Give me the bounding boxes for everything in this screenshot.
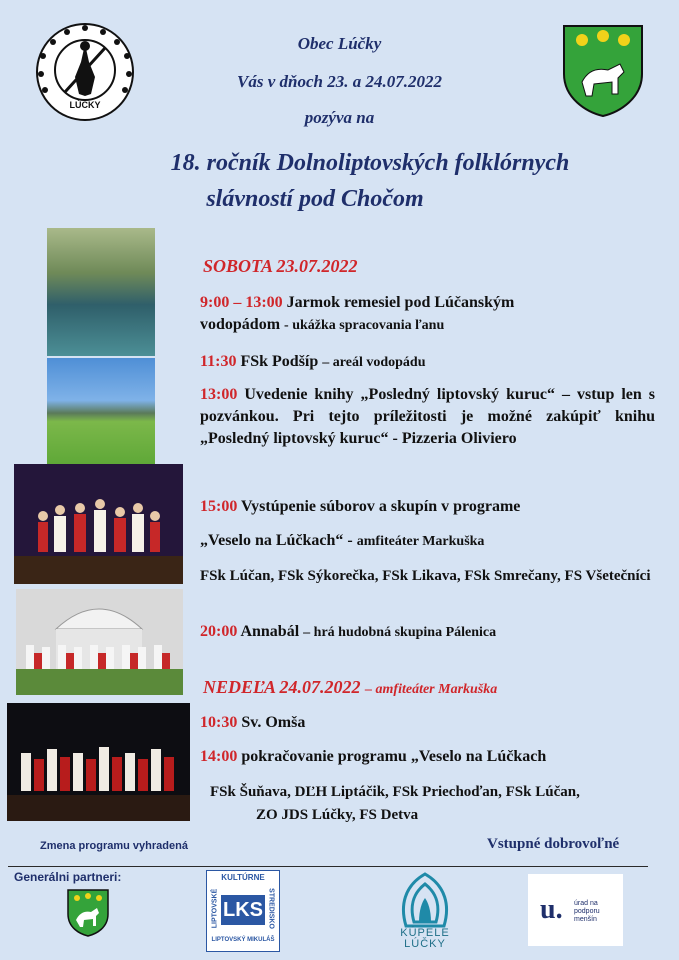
partner-kupele-logo — [392, 872, 458, 952]
program-text: Jarmok remesiel pod Lúčanským — [286, 294, 515, 311]
lks-letters: LKS — [221, 895, 265, 925]
program-text: FSk Lúčan, FSk Sýkorečka, FSk Likava, FSk Smrečany, FS Všetečníci — [200, 568, 651, 584]
seal-text: LÚČKY — [69, 100, 101, 110]
program-note: amfiteáter Markuška — [356, 534, 485, 549]
lks-top-text: KULTÚRNE — [221, 873, 265, 882]
folk-dancers-stage-photo — [14, 464, 183, 584]
saturday-heading: SOBOTA 23.07.2022 — [203, 256, 358, 276]
program-note: - ukážka spracovania ľanu — [284, 318, 445, 333]
program-time: 15:00 — [200, 498, 238, 515]
program-item-continuation — [200, 746, 655, 768]
program-text-2: vodopádom — [200, 316, 281, 333]
group-photo-manor — [16, 589, 183, 695]
lks-left-text: LIPTOVSKÉ — [211, 888, 219, 929]
program-note: – hrá hudobná skupina Pálenica — [303, 625, 497, 640]
program-time: 13:00 — [200, 386, 238, 403]
program-text: Sv. Omša — [241, 714, 306, 731]
sunday-heading-date: NEDEĽA 24.07.2022 — [203, 677, 361, 697]
program-time: 9:00 – 13:00 — [200, 294, 283, 311]
program-text-2: ZO JDS Lúčky, FS Detva — [256, 807, 419, 823]
program-item-ensembles — [200, 565, 655, 587]
sunday-heading-venue: – amfiteáter Markuška — [365, 682, 498, 697]
program-text-2: „Veselo na Lúčkach“ - — [200, 532, 353, 549]
program-text: Annabál — [240, 623, 300, 640]
program-item-mass — [200, 712, 655, 734]
program-time: 14:00 — [200, 748, 238, 765]
program-time: 11:30 — [200, 353, 237, 370]
program-time: 10:30 — [200, 714, 238, 731]
meadow-mountain-photo — [47, 358, 155, 464]
footer-divider — [8, 866, 648, 867]
invite-verb: pozýva na — [304, 108, 375, 127]
program-text: pokračovanie programu „Veselo na Lúčkach — [241, 748, 547, 765]
festival-title-line2: slávností pod Chočom — [206, 186, 424, 212]
minority-office-mark: u. — [540, 894, 563, 925]
partner-lks-logo — [206, 870, 280, 952]
invite-dates: Vás v dňoch 23. a 24.07.2022 — [237, 72, 442, 91]
program-item-annabal — [200, 621, 655, 644]
festival-title-line1: 18. ročník Dolnoliptovských folklórnych — [170, 150, 570, 176]
dancers-performance-photo — [7, 703, 190, 821]
program-item-sunday-ensembles — [210, 781, 670, 827]
entry-note: Vstupné dobrovoľné — [487, 836, 620, 852]
lks-right-text: STREDISKO — [267, 888, 275, 929]
program-item-jarmok — [200, 292, 655, 337]
program-text: Vystúpenie súborov a skupín v programe — [241, 498, 521, 515]
partner-coat-of-arms — [66, 888, 110, 938]
program-item-performances — [200, 496, 655, 518]
partner-minority-office-logo — [528, 874, 623, 946]
program-text: Uvedenie knihy „Posledný liptovský kuruc“ – vstup len s pozvánkou. Pri tejto príležitosti je možné zakúpiť knihu „Posledný liptovský kuruc“ - Pizzeria Oliviero — [200, 386, 656, 447]
program-time: 20:00 — [200, 623, 238, 640]
program-text: FSk Podšíp — [240, 353, 319, 370]
program-change-note: Zmena programu vyhradená — [40, 840, 188, 852]
minority-office-text: úrad na podporu menšín — [574, 900, 600, 923]
lks-bottom-text: LIPTOVSKÝ MIKULÁŠ — [211, 937, 275, 943]
program-item-podsip — [200, 351, 655, 374]
program-item-book-launch — [200, 384, 655, 450]
kupele-text: KÚPELE LÚČKY — [400, 927, 450, 950]
program-note: – areál vodopádu — [322, 355, 426, 370]
program-item-performances-line2 — [200, 530, 655, 553]
partners-label: Generálni partneri: — [14, 870, 122, 884]
program-text: FSk Šuňava, DĽH Liptáčik, FSk Priechoďan, FSk Lúčan, — [210, 784, 580, 800]
waterfall-photo — [47, 228, 155, 356]
sunday-heading — [203, 677, 497, 698]
municipality-name: Obec Lúčky — [297, 34, 382, 53]
